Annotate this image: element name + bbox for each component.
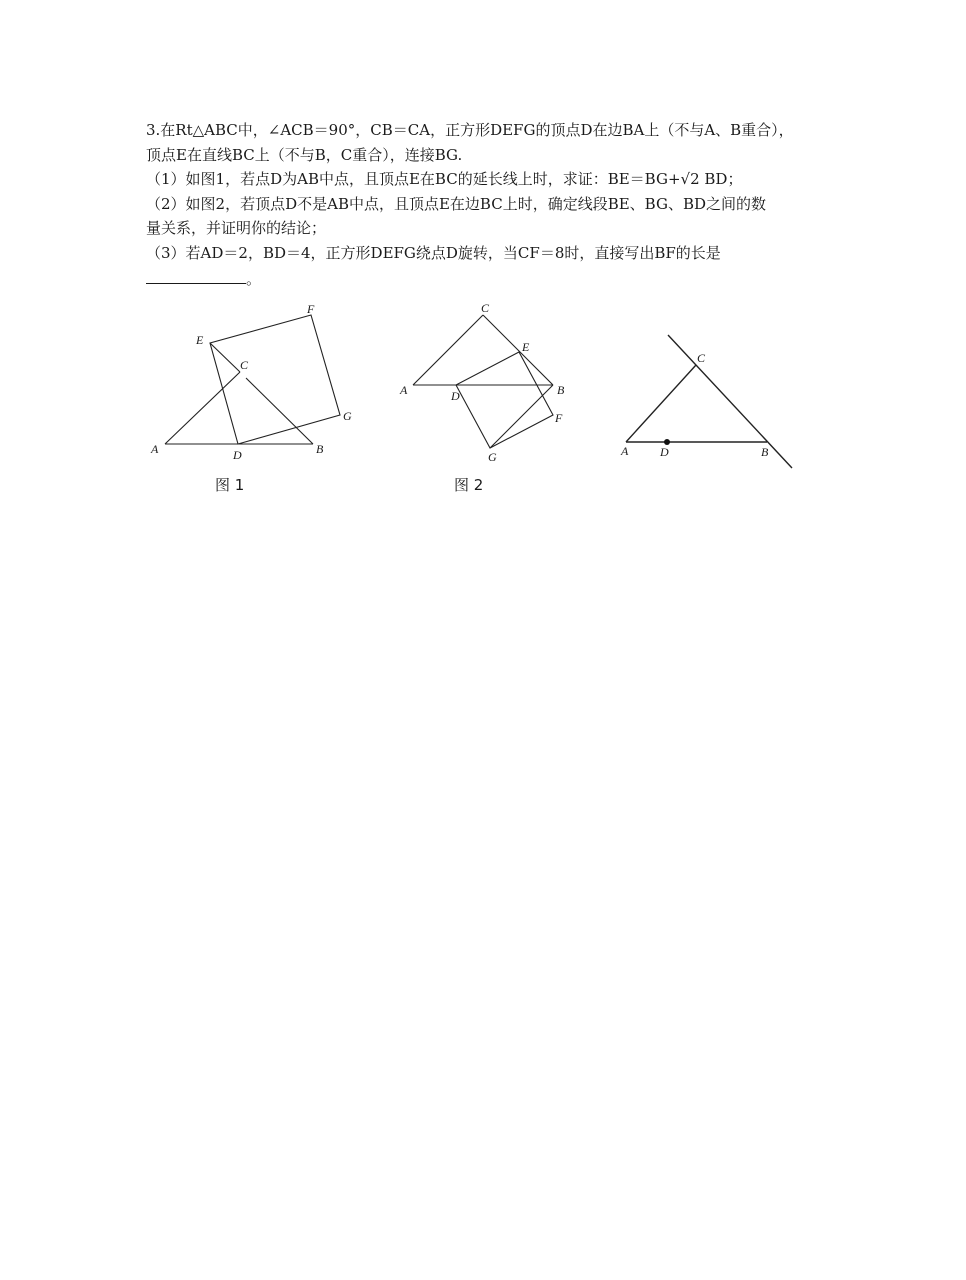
label-g: G xyxy=(343,409,352,423)
fig2-label-d: D xyxy=(451,389,460,403)
part-2-text: （2）如图2，若顶点D不是AB中点，且顶点E在边BC上时，确定线段BE、BG、BD之间的数 xyxy=(146,194,767,213)
problem-line-2: 顶点E在直线BC上（不与B，C重合），连接BG. xyxy=(146,145,463,164)
part-3-text: （3）若AD＝2，BD＝4，正方形DEFG绕点D旋转，当CF＝8时，直接写出BF的长是 xyxy=(146,243,721,262)
fig2-label-a: A xyxy=(400,383,408,397)
figure-1-diagram xyxy=(0,0,966,500)
square-defg xyxy=(210,315,340,444)
segment-ac xyxy=(165,372,240,444)
fig2-label-f: F xyxy=(555,411,563,425)
label-e: E xyxy=(196,333,204,347)
fig3-line-bc xyxy=(668,335,792,468)
part-2-text-cont: 量关系，并证明你的结论； xyxy=(146,219,327,237)
label-f: F xyxy=(307,302,315,316)
label-c: C xyxy=(240,358,249,372)
fig3-segment-ac xyxy=(626,365,696,442)
fig2-segment-bg xyxy=(490,385,553,448)
fig3-label-d: D xyxy=(660,445,669,459)
figure-2-caption: 图 2 xyxy=(454,476,484,494)
fig3-label-b: B xyxy=(761,445,769,459)
fig3-label-c: C xyxy=(697,351,706,365)
fig2-label-g: G xyxy=(488,450,497,464)
figure-1-caption: 图 1 xyxy=(215,476,245,494)
fig2-label-e: E xyxy=(522,340,530,354)
fig3-label-a: A xyxy=(621,444,629,458)
fig2-segment-ac xyxy=(413,315,483,385)
fig2-label-c: C xyxy=(481,301,490,315)
segment-cb xyxy=(246,378,313,444)
part-1-text: （1）如图1，若点D为AB中点，且顶点E在BC的延长线上时，求证：BE＝BG+√2 BD； xyxy=(146,170,743,188)
label-d: D xyxy=(233,448,242,462)
label-a: A xyxy=(151,442,159,456)
problem-line-1: 3.在Rt△ABC中，∠ACB＝90°，CB＝CA，正方形DEFG的顶点D在边BA上（不与A、B重合）， xyxy=(146,121,794,139)
label-b: B xyxy=(316,442,324,456)
answer-tail: 。 xyxy=(246,270,262,288)
fig2-segment-cb xyxy=(483,315,553,385)
fig2-label-b: B xyxy=(557,383,565,397)
